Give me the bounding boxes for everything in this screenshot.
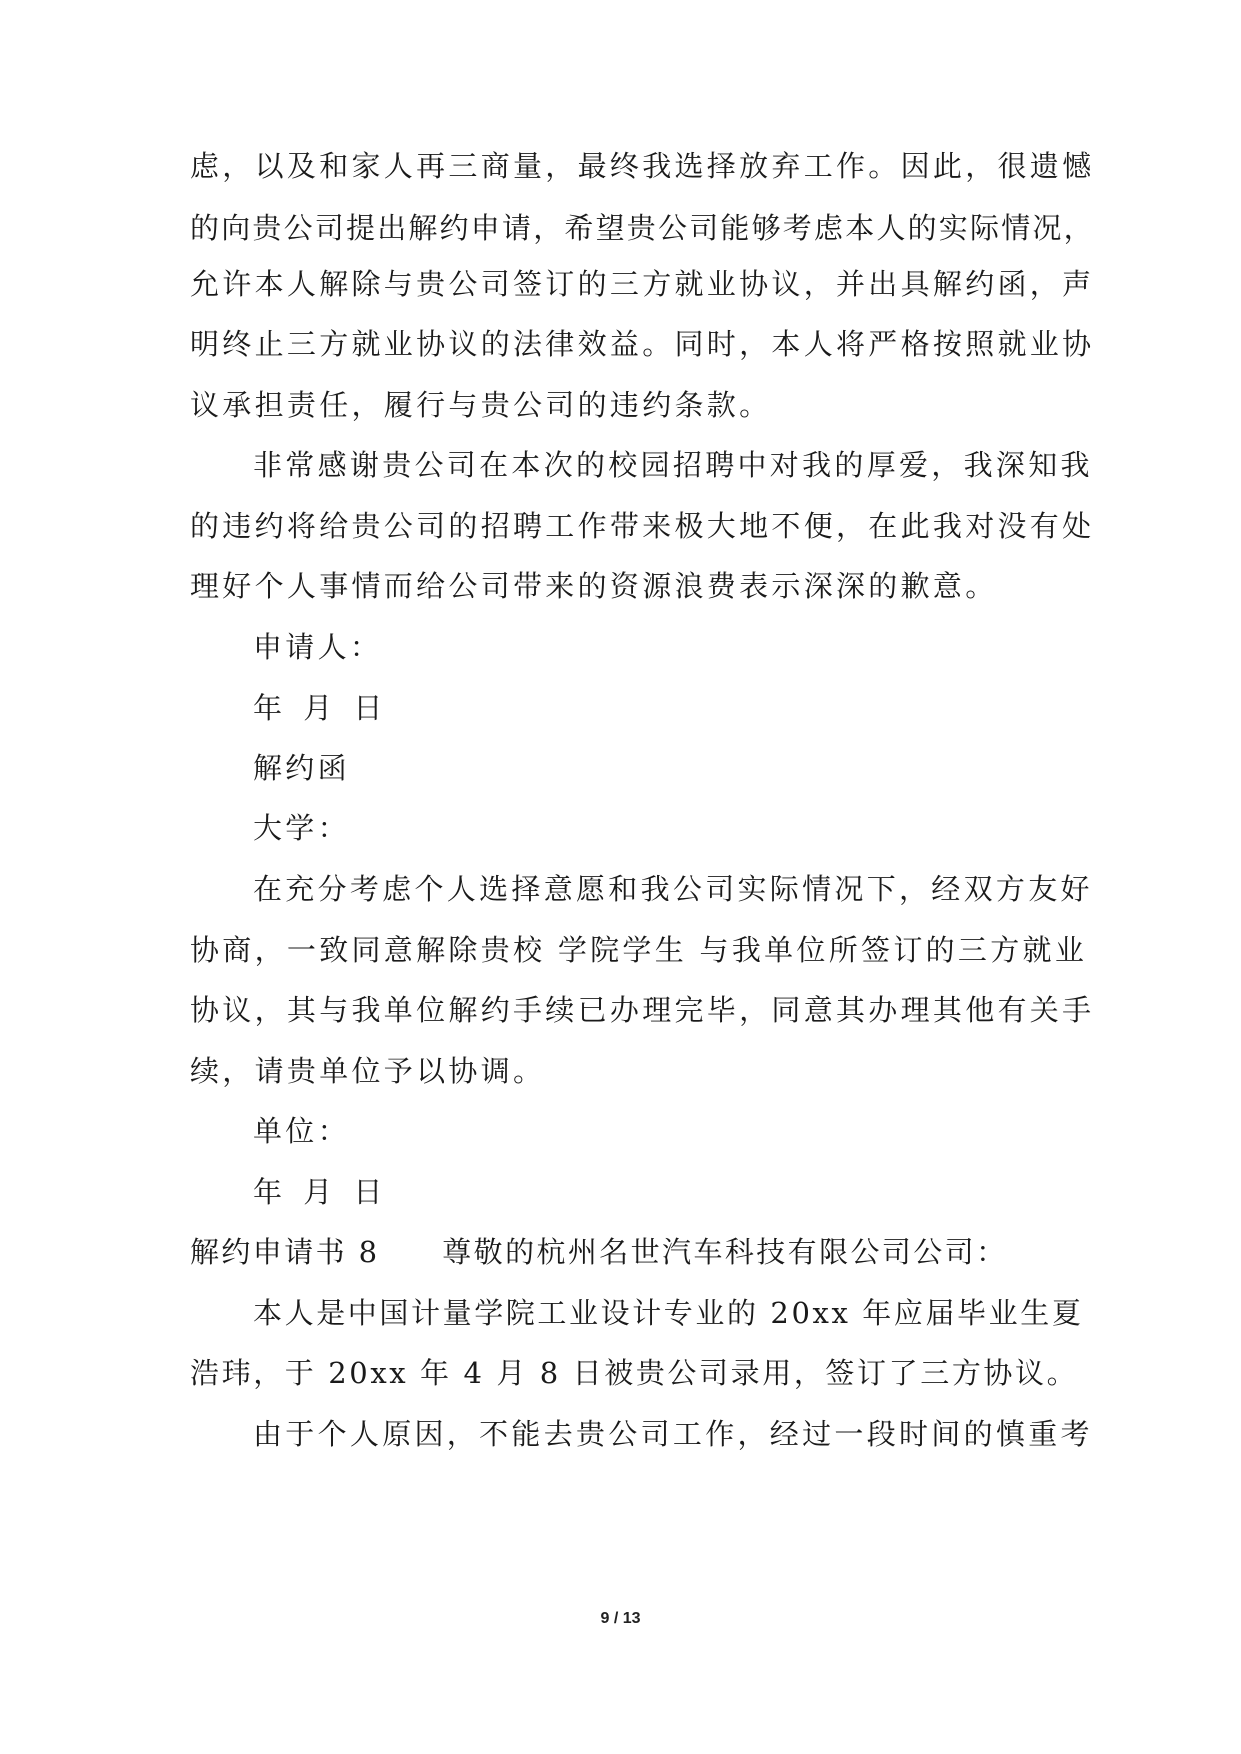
paragraph-line: 明终止三方就业协议的法律效益。同时，本人将严格按照就业协	[190, 327, 1095, 361]
salutation: 大学：	[253, 811, 350, 845]
paragraph-line: 浩玮，于 20xx 年 4 月 8 日被贵公司录用，签订了三方协议。	[190, 1356, 1079, 1390]
page-number: 9 / 13	[600, 1610, 641, 1627]
paragraph-line: 协商，一致同意解除贵校 学院学生 与我单位所签订的三方就业	[190, 933, 1088, 967]
paragraph-line: 虑，以及和家人再三商量，最终我选择放弃工作。因此，很遗憾	[190, 149, 1095, 183]
date-line: 年 月 日	[253, 691, 389, 725]
paragraph-line: 本人是中国计量学院工业设计专业的 20xx 年应届毕业生夏	[253, 1296, 1084, 1330]
date-line: 年 月 日	[253, 1175, 389, 1209]
signature-unit-label: 单位：	[253, 1114, 350, 1148]
paragraph-line: 理好个人事情而给公司带来的资源浪费表示深深的歉意。	[190, 569, 998, 603]
paragraph-line: 的向贵公司提出解约申请，希望贵公司能够考虑本人的实际情况，	[190, 211, 1095, 245]
signature-applicant-label: 申请人：	[253, 630, 383, 664]
paragraph-line: 允许本人解除与贵公司签订的三方就业协议，并出具解约函，声	[190, 267, 1095, 301]
section-heading-line: 解约申请书 8 尊敬的杭州名世汽车科技有限公司公司：	[190, 1235, 1008, 1269]
section-title: 解约函	[253, 751, 350, 785]
paragraph-line: 非常感谢贵公司在本次的校园招聘中对我的厚爱，我深知我	[253, 448, 1093, 482]
paragraph-line: 协议，其与我单位解约手续已办理完毕，同意其办理其他有关手	[190, 993, 1095, 1027]
paragraph-line: 的违约将给贵公司的招聘工作带来极大地不便，在此我对没有处	[190, 509, 1095, 543]
paragraph-line: 续，请贵单位予以协调。	[190, 1054, 546, 1088]
paragraph-line: 由于个人原因，不能去贵公司工作，经过一段时间的慎重考	[253, 1417, 1093, 1451]
paragraph-line: 在充分考虑个人选择意愿和我公司实际情况下，经双方友好	[253, 872, 1093, 906]
paragraph-line: 议承担责任，履行与贵公司的违约条款。	[190, 388, 772, 422]
